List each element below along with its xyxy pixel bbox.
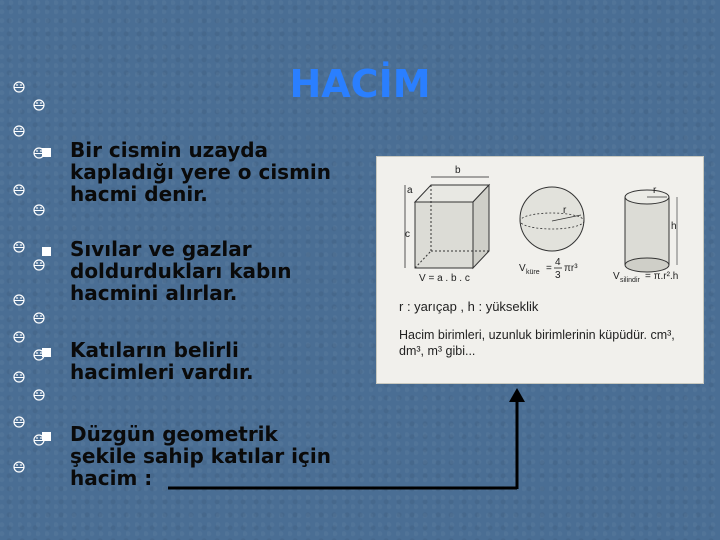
bullet-4-line-3: hacim : (70, 466, 153, 490)
bullet-1-line-3: hacmi denir. (70, 182, 208, 206)
cylinder-formula-rest: = π.r².h (645, 271, 679, 282)
bullet-3-line-1: Katıların belirli (70, 338, 239, 362)
sphere-frac-den: 3 (555, 270, 561, 281)
cube-formula: V = a . b . c (419, 273, 470, 284)
sphere-formula-sub: küre (526, 269, 540, 276)
cylinder-label-r: r (653, 185, 657, 196)
slide-title: HACİM (289, 62, 431, 106)
bullet-4-line-1: Düzgün geometrik (70, 422, 278, 446)
cylinder-label-h: h (671, 221, 677, 232)
sphere-formula-eq: = (546, 263, 552, 274)
bullet-1-line-1: Bir cismin uzayda (70, 138, 269, 162)
bullet-3-line-2: hacimleri vardır. (70, 360, 254, 384)
bullet-2-line-1: Sıvılar ve gazlar (70, 237, 252, 261)
bullet-4-line-2: şekile sahip katılar için (70, 444, 331, 468)
sphere-formula-v: V (519, 263, 526, 274)
cylinder-shape (625, 190, 677, 272)
cylinder-formula-sub: silindir (620, 277, 640, 284)
units-caption-line-1: Hacim birimleri, uzunluk birimlerinin küpüdür. cm³, (399, 328, 675, 342)
cylinder-formula-v: V (613, 271, 620, 282)
volume-figure (376, 156, 704, 384)
sphere-formula-rest: πr³ (564, 263, 578, 274)
bullet-2-line-2: doldurdukları kabın (70, 259, 292, 283)
units-caption (399, 327, 699, 359)
sphere-formula (519, 257, 578, 281)
sphere-frac-num: 4 (555, 257, 561, 268)
bullet-1-line-2: kapladığı yere o cismin (70, 160, 332, 184)
cylinder-formula (613, 271, 678, 284)
cube-label-a: a (407, 185, 413, 196)
legend-caption: r : yarıçap , h : yükseklik (399, 299, 539, 314)
bullet-2-line-3: hacmini alırlar. (70, 281, 238, 305)
cube-label-b: b (455, 165, 461, 176)
sphere-label-r: r (563, 205, 567, 216)
cuboid-shape (405, 177, 489, 268)
cube-label-c: c (405, 229, 410, 240)
sphere-shape (520, 187, 584, 251)
units-caption-line-2: dm³, m³ gibi... (399, 344, 476, 358)
